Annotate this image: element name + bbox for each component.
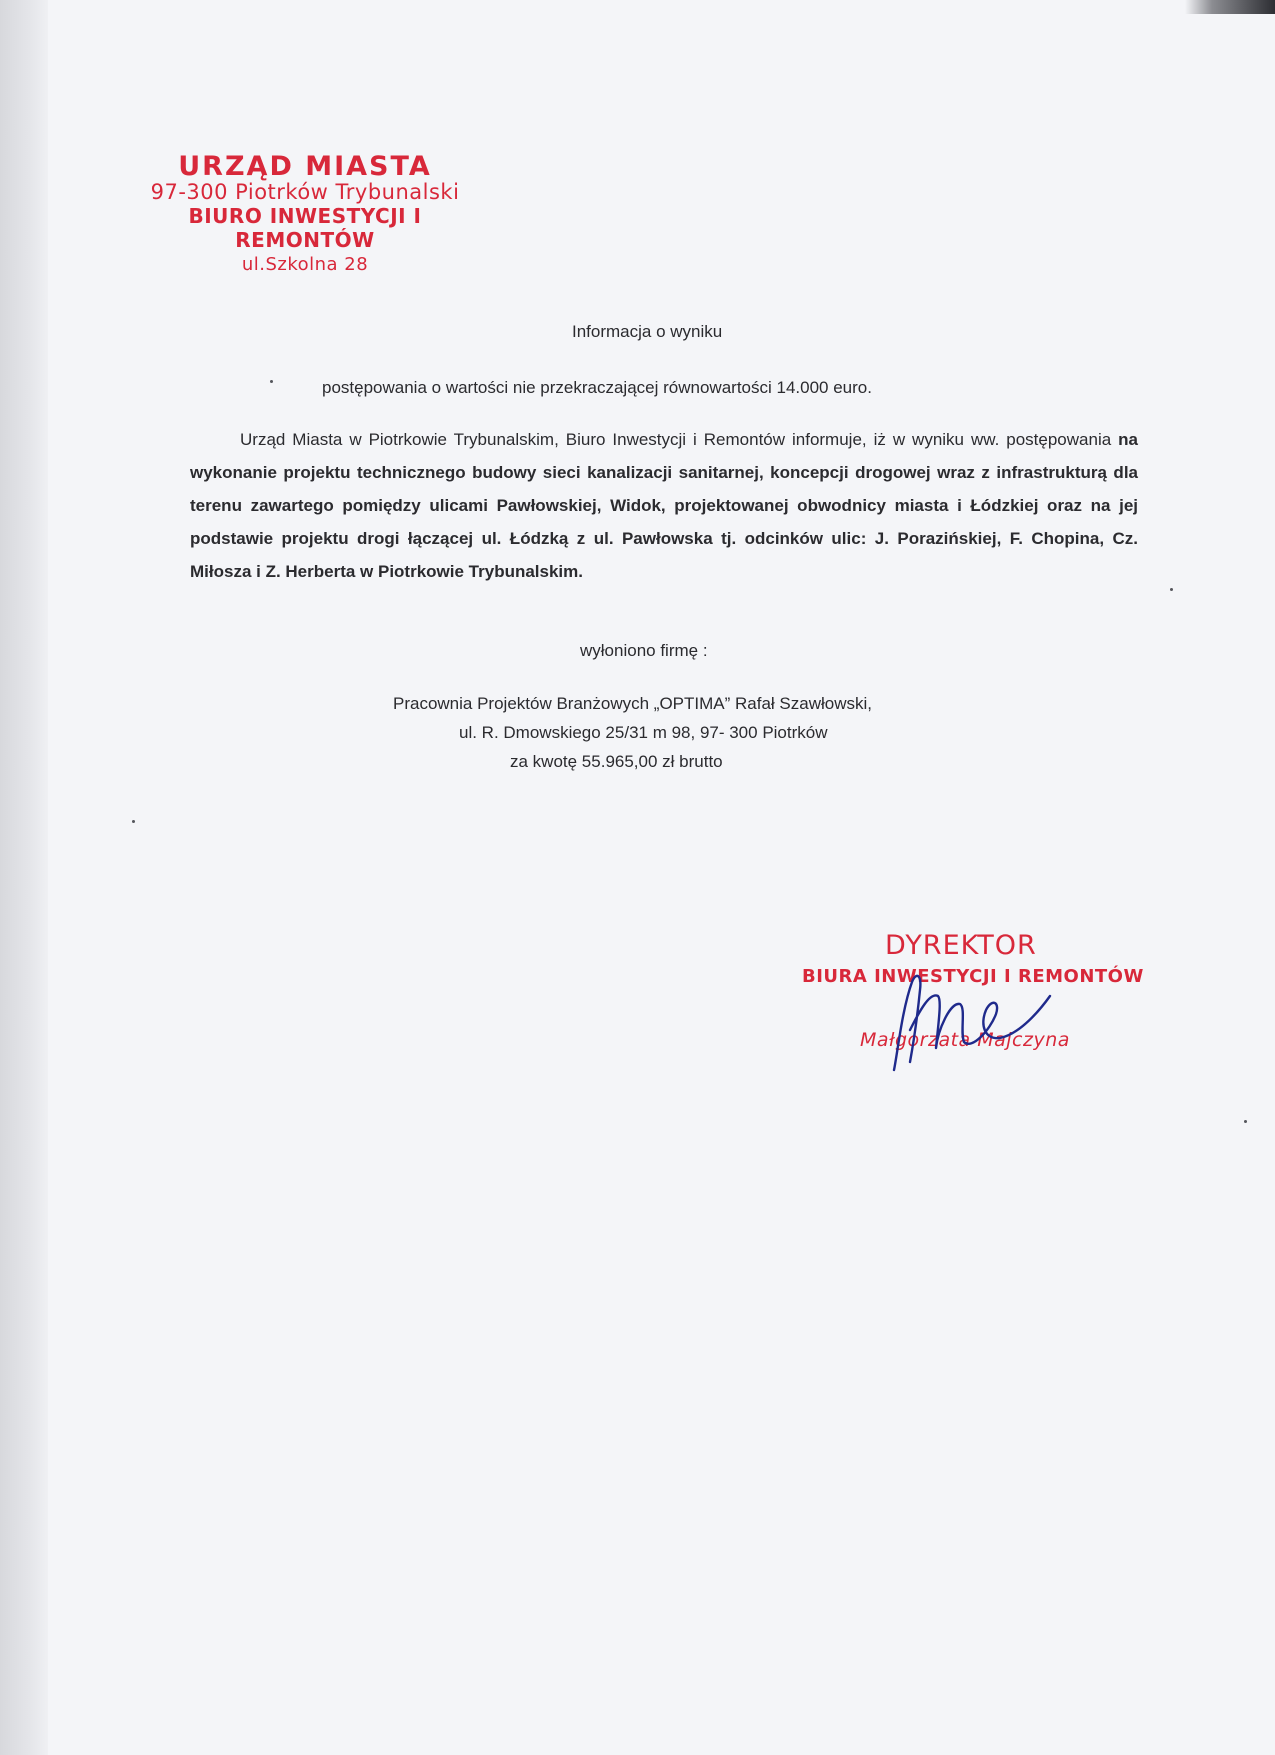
stamp-city: 97-300 Piotrków Trybunalski (150, 180, 460, 204)
stamp-street: ul.Szkolna 28 (241, 254, 369, 275)
scan-speck (270, 380, 273, 383)
scan-speck (1170, 588, 1173, 591)
paragraph-bold-subject: na wykonanie projektu technicznego budowy sieci kanalizacji sanitarnej, koncepcji drogowej wraz z infrastrukturą dla terenu zawartego pomiędzy ulicami Pawłowskiej, Widok, projektowanej obwodnicy miasta i Łódzkiej oraz na jej podstawie projektu drogi łączącej ul. Łódzką z ul. Pawłowska tj. odcinków ulic: J. Porazińskiej, F. Chopina, Cz. Miłosza i Z. Herberta w Piotrkowie Trybunalskim. (190, 430, 1138, 581)
scan-edge-shadow (0, 0, 48, 1755)
chosen-label: wyłoniono firmę : (580, 641, 708, 660)
scan-speck (1244, 1120, 1247, 1123)
director-name: Małgorzata Majczyna (860, 1029, 1070, 1051)
document-subtitle: postępowania o wartości nie przekraczającej równowartości 14.000 euro. (322, 378, 872, 397)
scan-corner-shadow (1185, 0, 1275, 14)
office-stamp (130, 151, 480, 278)
paragraph-body (190, 423, 1138, 588)
document-title: Informacja o wyniku (572, 322, 723, 341)
stamp-department: BIURO INWESTYCJI I REMONTÓW (188, 204, 422, 252)
scan-speck (132, 820, 135, 823)
paragraph-intro: Urząd Miasta w Piotrkowie Trybunalskim, Biuro Inwestycji i Remontów informuje, iż w wyniku ww. postępowania (240, 430, 1112, 449)
firm-name: Pracownia Projektów Branżowych „OPTIMA” Rafał Szawłowski, (393, 694, 872, 713)
firm-address: ul. R. Dmowskiego 25/31 m 98, 97- 300 Piotrków (459, 723, 828, 742)
announcement-paragraph (190, 423, 1138, 588)
director-title: DYREKTOR (885, 930, 1037, 961)
director-department: BIURA INWESTYCJI I REMONTÓW (802, 966, 1144, 987)
handwritten-signature (880, 970, 1080, 1080)
stamp-office-name: URZĄD MIASTA (178, 151, 432, 182)
contract-price: za kwotę 55.965,00 zł brutto (510, 752, 723, 771)
